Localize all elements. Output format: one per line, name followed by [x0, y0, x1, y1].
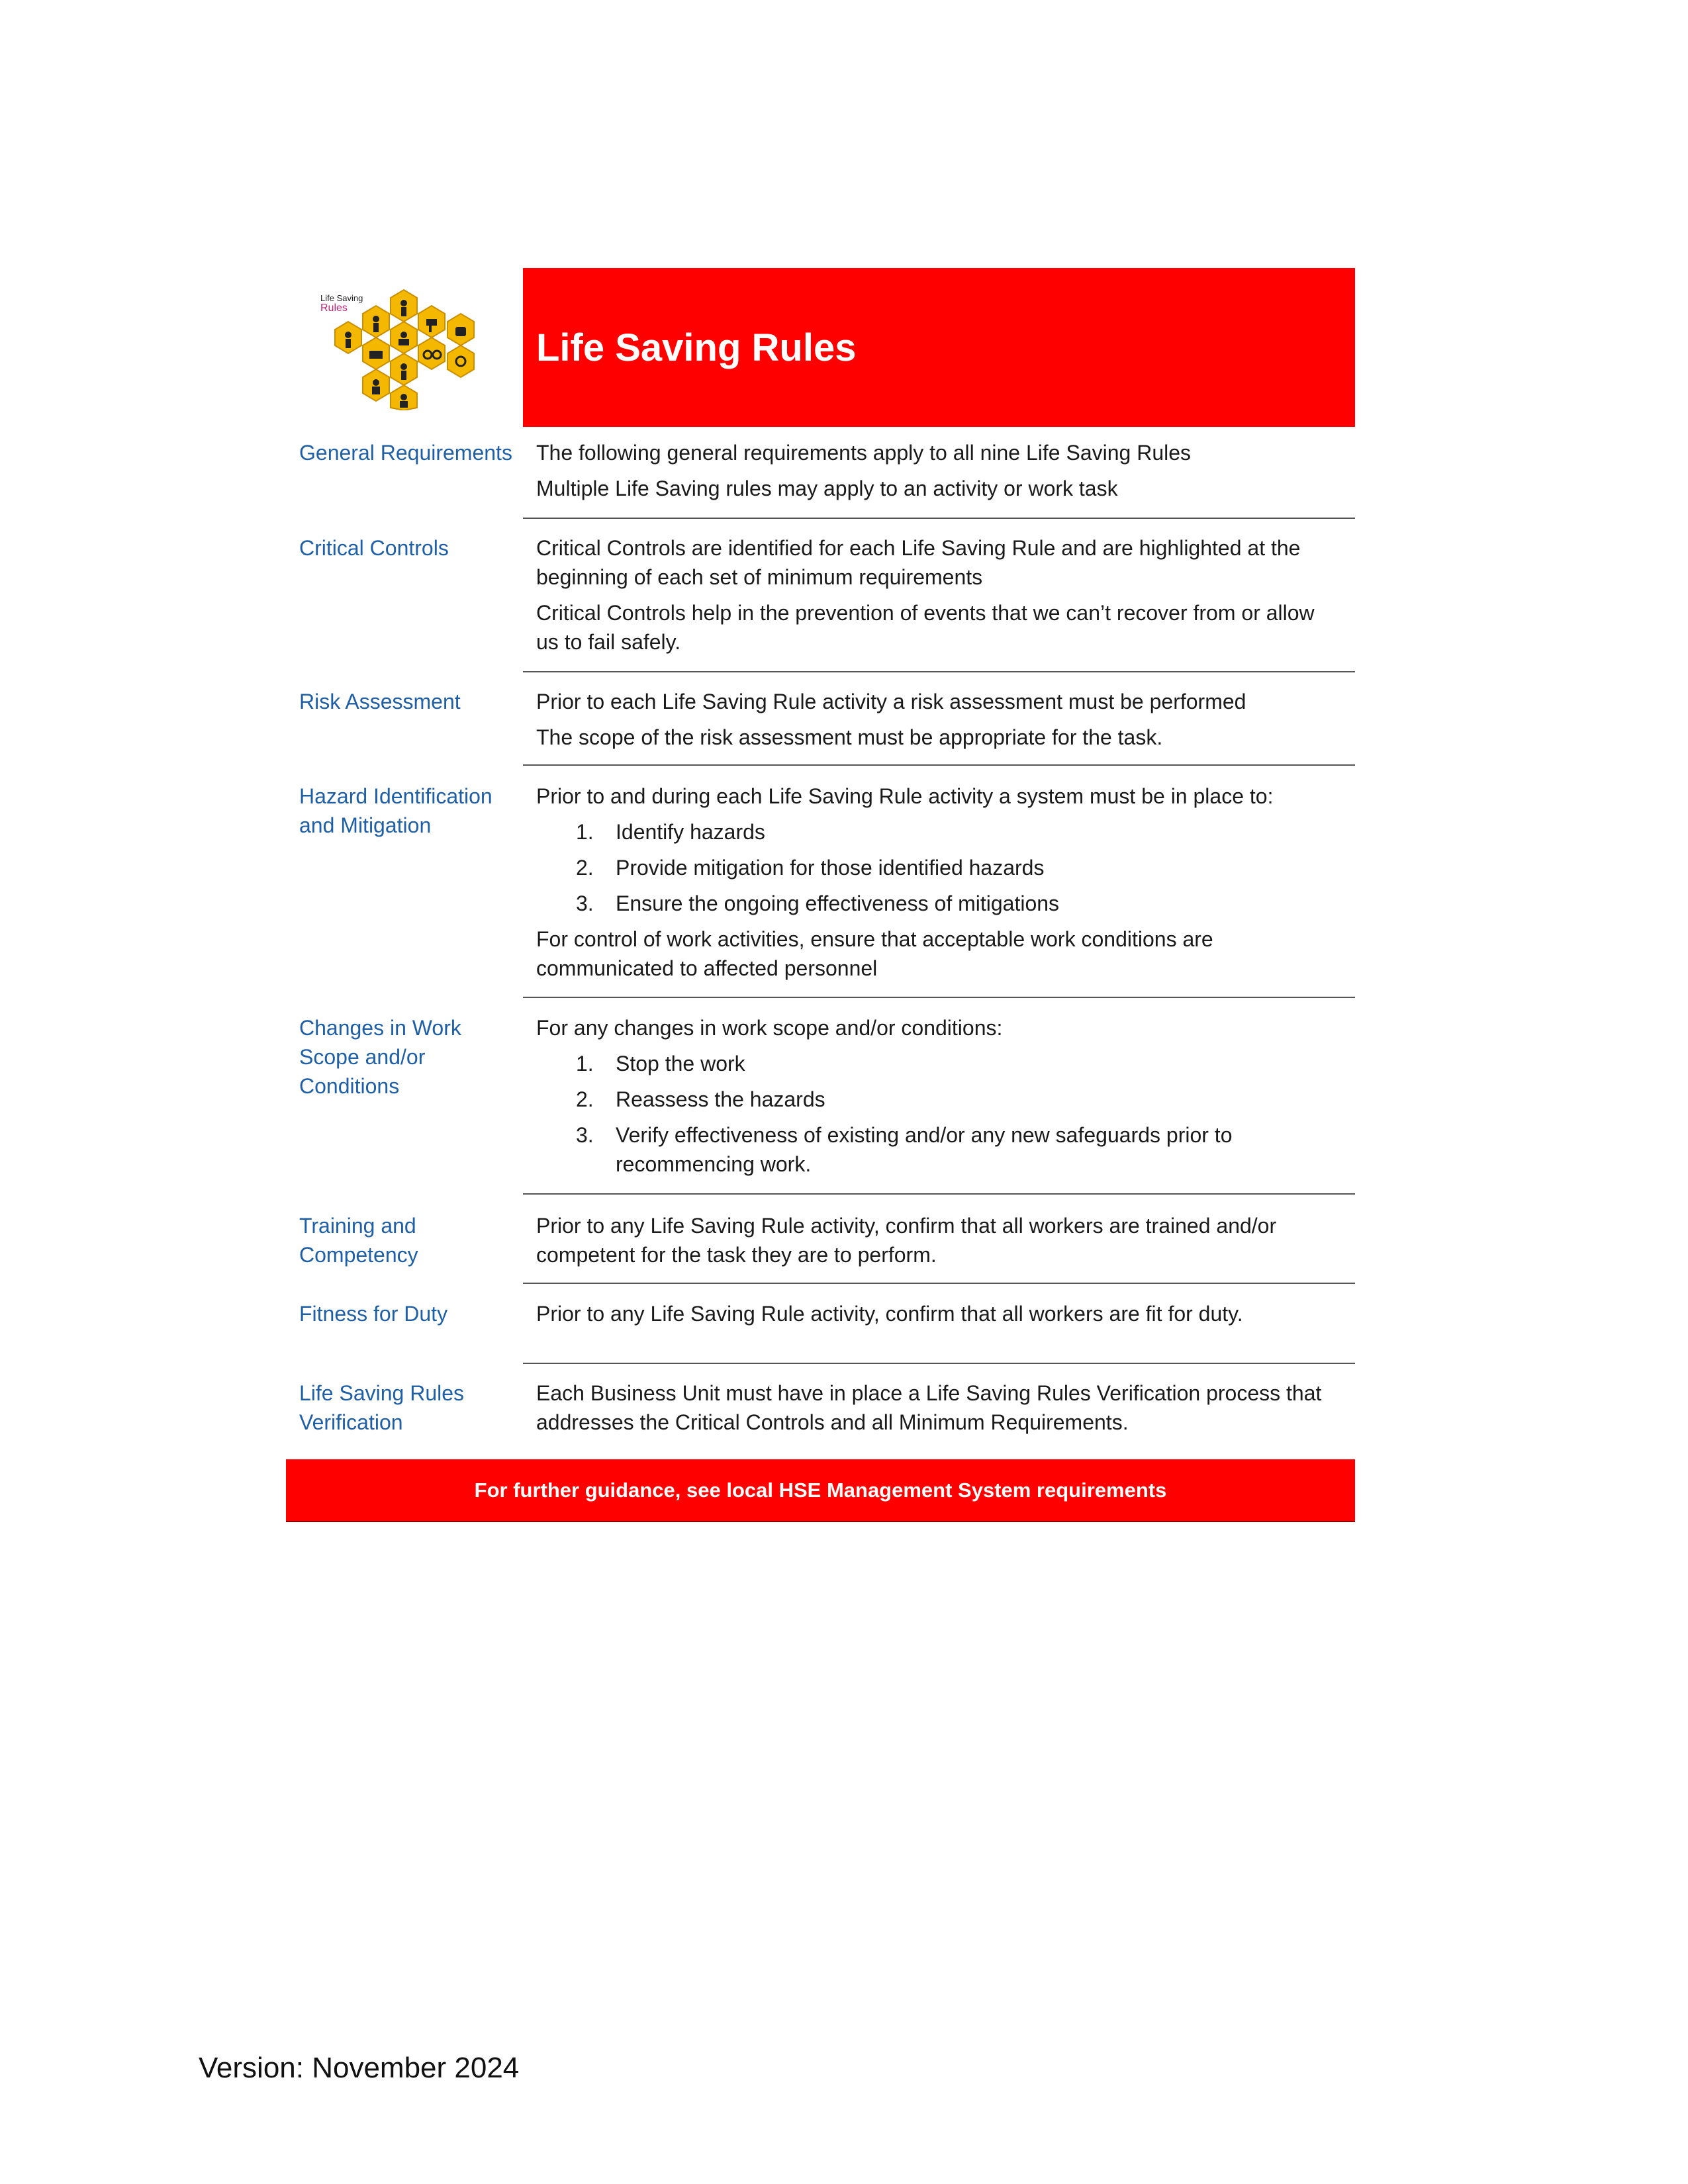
row-content	[536, 1379, 1342, 1443]
list-text: Provide mitigation for those identified hazards	[616, 856, 1045, 880]
list-number: 3.	[576, 1123, 594, 1147]
list-item	[536, 1120, 1342, 1179]
numbered-list	[536, 1049, 1342, 1179]
row-content	[536, 782, 1342, 989]
list-text: Reassess the hazards	[616, 1087, 825, 1111]
footer-guidance-text: For further guidance, see local HSE Management System requirements	[474, 1478, 1167, 1502]
row-paragraph: Prior to each Life Saving Rule activity a risk assessment must be performed	[536, 690, 1246, 713]
row-content	[536, 1299, 1342, 1335]
row-content	[536, 1211, 1342, 1276]
footer-banner	[286, 1459, 1355, 1522]
list-item	[536, 1085, 1342, 1114]
row-label: Critical Controls	[299, 536, 449, 560]
row-paragraph: Multiple Life Saving rules may apply to an activity or work task	[536, 477, 1118, 500]
version-label: Version: November 2024	[199, 2052, 520, 2084]
row-paragraph: Each Business Unit must have in place a Life Saving Rules Verification process that addresses the Critical Controls and all Minimum Requirements.	[536, 1381, 1322, 1434]
page-title: Life Saving Rules	[536, 326, 857, 369]
row-label: Life Saving Rules Verification	[299, 1381, 465, 1434]
row-paragraph: The scope of the risk assessment must be appropriate for the task.	[536, 725, 1163, 749]
row-divider	[523, 518, 1355, 519]
row-label: Training and Competency	[299, 1214, 418, 1267]
row-content	[536, 438, 1342, 510]
row-intro: For any changes in work scope and/or conditions:	[536, 1016, 1003, 1040]
row-divider	[523, 997, 1355, 998]
logo-subtitle: Rules	[320, 302, 348, 314]
list-item	[536, 1049, 1342, 1078]
row-divider	[523, 1283, 1355, 1284]
row-outro: For control of work activities, ensure that acceptable work conditions are communicated to affected personnel	[536, 927, 1213, 980]
row-label: General Requirements	[299, 441, 512, 465]
row-intro: Prior to and during each Life Saving Rule activity a system must be in place to:	[536, 784, 1274, 808]
row-divider	[523, 764, 1355, 766]
list-item	[536, 817, 1342, 846]
row-paragraph: Prior to any Life Saving Rule activity, confirm that all workers are trained and/or competent for the task they are to perform.	[536, 1214, 1277, 1267]
row-label: Fitness for Duty	[299, 1302, 448, 1326]
row-label: Hazard Identification and Mitigation	[299, 784, 492, 837]
list-item	[536, 889, 1342, 918]
row-paragraph: Critical Controls help in the prevention of events that we can’t recover from or allow us to fail safely.	[536, 601, 1315, 654]
row-divider	[523, 1193, 1355, 1195]
row-label: Risk Assessment	[299, 690, 461, 713]
logo-title: Life Saving	[320, 293, 363, 303]
list-text: Ensure the ongoing effectiveness of mitigations	[616, 891, 1060, 915]
list-number: 1.	[576, 1052, 594, 1075]
list-number: 1.	[576, 820, 594, 844]
header-banner	[523, 268, 1355, 427]
row-content	[536, 533, 1342, 663]
row-divider	[523, 671, 1355, 672]
list-text: Stop the work	[616, 1052, 745, 1075]
row-label: Changes in Work Scope and/or Conditions	[299, 1016, 461, 1098]
life-saving-rules-logo	[311, 285, 503, 410]
list-text: Verify effectiveness of existing and/or any new safeguards prior to recommencing work.	[616, 1123, 1233, 1176]
numbered-list	[536, 817, 1342, 918]
list-number: 2.	[576, 1087, 594, 1111]
list-item	[536, 853, 1342, 882]
row-paragraph: Prior to any Life Saving Rule activity, confirm that all workers are fit for duty.	[536, 1302, 1243, 1326]
row-paragraph: Critical Controls are identified for each Life Saving Rule and are highlighted at the beginning of each set of minimum requirements	[536, 536, 1301, 589]
list-number: 2.	[576, 856, 594, 880]
list-number: 3.	[576, 891, 594, 915]
row-divider	[523, 1363, 1355, 1364]
row-content	[536, 1013, 1342, 1185]
list-text: Identify hazards	[616, 820, 765, 844]
row-content	[536, 687, 1342, 758]
row-paragraph: The following general requirements apply to all nine Life Saving Rules	[536, 441, 1192, 465]
